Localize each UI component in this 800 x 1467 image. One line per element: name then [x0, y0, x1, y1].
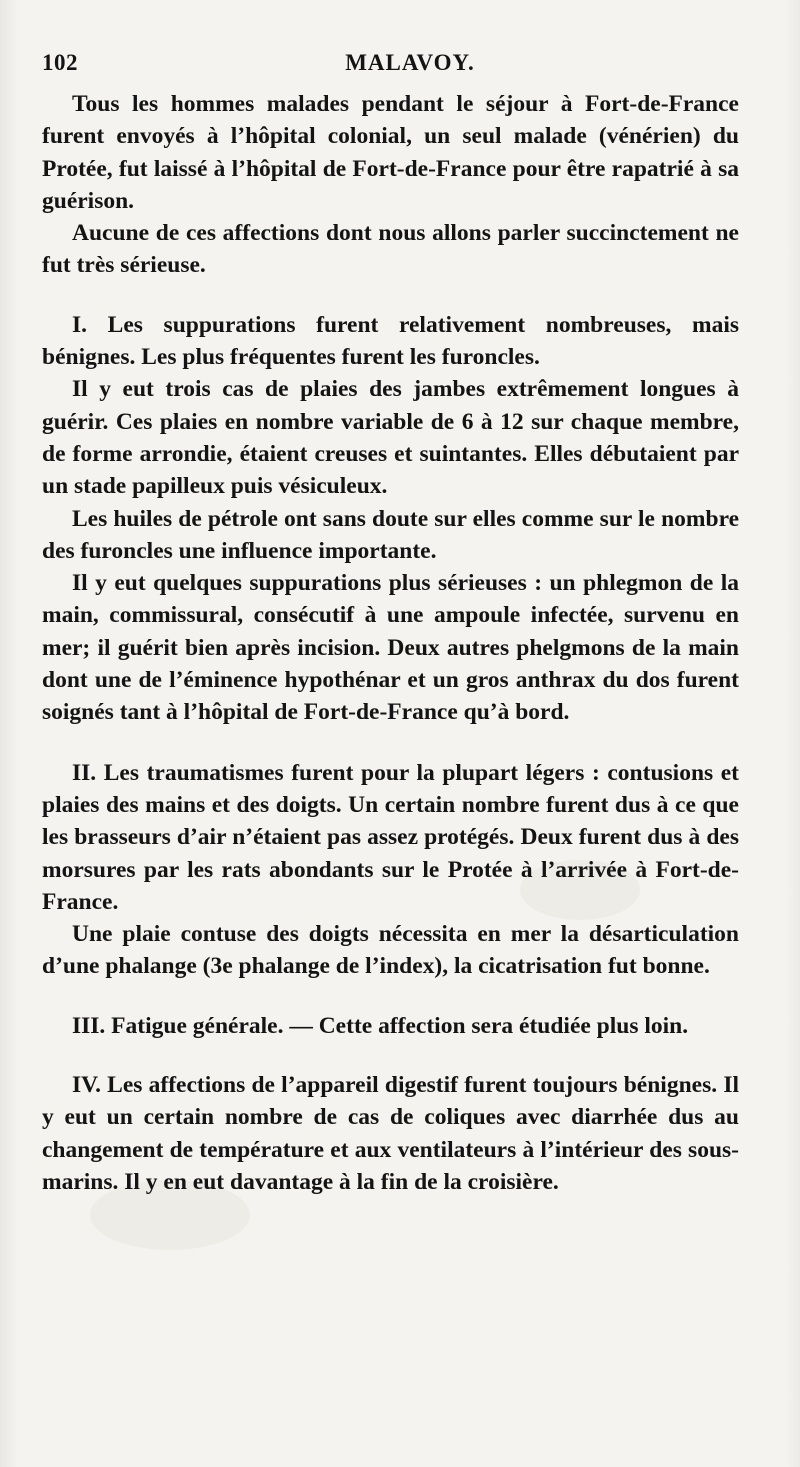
paragraph: Les huiles de pétrole ont sans doute sur elles comme sur le nombre des furoncles une influence importante. — [42, 505, 739, 564]
paragraph-section-iv: IV. Les affections de l’appareil digestif furent toujours bénignes. Il y eut un certain nombre de cas de coliques avec diarrhée dus au changement de température et aux ventilateurs à l’intérieur des sous-marins. Il y en eut davantage à la fin de la croisière. — [42, 1072, 739, 1195]
paragraph: Il y eut quelques suppurations plus sérieuses : un phlegmon de la main, commissural, consécutif à une ampoule infectée, survenu en mer; il guérit bien après incision. Deux autres phelgmons de la main dont une de l’éminence hypothénar et un gros anthrax du dos furent soignés tant à l’hôpital de Fort-de-France qu’à bord. — [42, 570, 739, 726]
paragraph-section-i: I. Les suppurations furent relativement nombreuses, mais bénignes. Les plus fréquentes furent les furoncles. — [42, 311, 739, 371]
paragraph: Il y eut trois cas de plaies des jambes extrêmement longues à guérir. Ces plaies en nombre variable de 6 à 12 sur chaque membre, de forme arrondie, étaient creuses et suintantes. Elles débutaient par un stade papilleux puis vésiculeux. — [42, 376, 739, 500]
page-header — [42, 50, 738, 84]
paragraph-section-ii: II. Les traumatismes furent pour la plupart légers : contusions et plaies des mains et des doigts. Un certain nombre furent dus à ce que les brasseurs d’air n’étaient pas assez protégés. Deux furent dus à des morsures par les rats abondants sur le Protée à l’arrivée à Fort-de-France. — [42, 759, 739, 915]
paragraph: Une plaie contuse des doigts nécessita en mer la désarticulation d’une phalange (3e phalange de l’index), la cicatrisation fut bonne. — [42, 921, 739, 980]
paragraph-section-iii: III. Fatigue générale. — Cette affection sera étudiée plus loin. — [72, 1012, 689, 1039]
paragraph: Aucune de ces affections dont nous allons parler succinctement ne fut très sérieuse. — [42, 220, 739, 279]
page-number: 102 — [42, 50, 78, 75]
body-text — [42, 88, 739, 1198]
running-title: MALAVOY. — [345, 50, 475, 75]
paragraph: Tous les hommes malades pendant le séjour à Fort-de-France furent envoyés à l’hôpital colonial, un seul malade (vénérien) du Protée, fut laissé à l’hôpital de Fort-de-France pour être rapatrié à sa guérison. — [42, 91, 739, 214]
